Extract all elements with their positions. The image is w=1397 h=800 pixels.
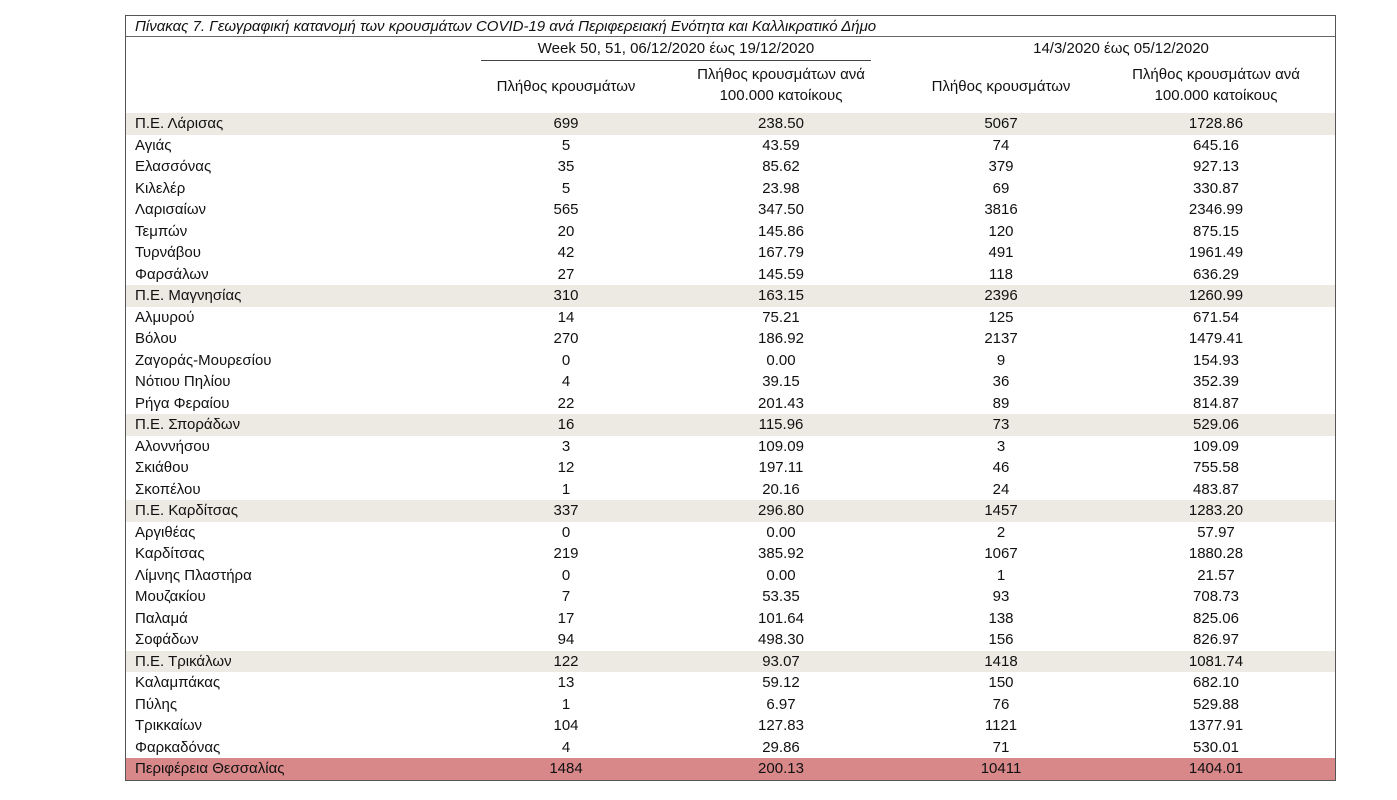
cumulative-rate-cell: 57.97 [1197, 523, 1235, 541]
recent-cases-cell: 565 [553, 201, 579, 218]
row-name: Τρικκαίων [135, 717, 203, 734]
cumulative-rate-cell: 755.58 [1193, 459, 1239, 476]
cumulative-rate-cell: 1961.49 [1188, 244, 1244, 261]
cumulative-cases-cell: 69 [992, 179, 1010, 197]
recent-cases-cell: 14 [557, 308, 575, 326]
municipality-row [126, 457, 1335, 479]
recent-rate-cell: 6.97 [766, 695, 796, 713]
cumulative-rate-cell: 154.93 [1193, 351, 1239, 369]
row-name: Π.Ε. Μαγνησίας [135, 287, 242, 304]
recent-rate-cell: 385.92 [758, 545, 804, 562]
recent-cases-cell: 0 [561, 523, 571, 541]
regional-unit-row [126, 651, 1335, 673]
column-header-row [126, 60, 1335, 113]
cumulative-rate-cell: 682.10 [1193, 674, 1239, 691]
regional-unit-row [126, 113, 1335, 135]
regional-unit-row [126, 285, 1335, 307]
municipality-row [126, 393, 1335, 415]
cumulative-rate-cell: 529.88 [1193, 695, 1239, 713]
cumulative-cases-cell: 3 [996, 437, 1006, 455]
municipality-row [126, 586, 1335, 608]
cumulative-cases-cell: 9 [996, 351, 1006, 369]
row-name: Αλοννήσου [135, 437, 210, 455]
municipality-row [126, 694, 1335, 716]
cumulative-cases-cell: 156 [988, 631, 1014, 648]
recent-rate-cell: 101.64 [758, 609, 804, 627]
row-name: Φαρκαδόνας [135, 738, 221, 756]
row-name: Λίμνης Πλαστήρα [135, 566, 252, 584]
row-name: Τεμπών [135, 222, 188, 240]
recent-rate-cell: 20.16 [762, 480, 800, 498]
recent-rate-cell: 75.21 [762, 308, 800, 326]
recent-rate-cell: 296.80 [758, 502, 804, 519]
period-header-row [126, 37, 1335, 60]
municipality-row [126, 156, 1335, 178]
cumulative-cases-cell: 1418 [984, 652, 1018, 670]
row-name: Π.Ε. Τρικάλων [135, 652, 232, 670]
cumulative-cases-cell: 71 [992, 738, 1010, 756]
recent-cases-cell: 94 [557, 631, 575, 648]
cumulative-cases-cell: 1 [996, 566, 1006, 584]
cumulative-rate-cell: 645.16 [1193, 136, 1239, 154]
row-name: Φαρσάλων [135, 265, 209, 283]
recent-cases-cell: 699 [553, 115, 579, 132]
recent-cases-cell: 20 [557, 222, 575, 240]
recent-cases-cell: 0 [561, 351, 571, 369]
cumulative-cases-cell: 36 [992, 373, 1010, 390]
cumulative-rate-cell: 1260.99 [1188, 287, 1244, 304]
recent-cases-cell: 35 [557, 158, 575, 175]
recent-rate-cell: 39.15 [762, 373, 800, 390]
row-name: Π.Ε. Λάρισας [135, 115, 224, 132]
recent-rate-cell: 0.00 [766, 351, 796, 369]
municipality-row [126, 629, 1335, 651]
cumulative-rate-cell: 814.87 [1193, 394, 1239, 412]
recent-cases-cell: 16 [557, 416, 575, 433]
cumulative-cases-cell: 24 [992, 480, 1010, 498]
cumulative-cases-cell: 120 [988, 222, 1014, 240]
row-name: Αργιθέας [135, 523, 196, 541]
recent-cases-cell: 4 [561, 373, 571, 390]
recent-rate-cell: 0.00 [766, 566, 796, 584]
cumulative-rate-cell: 483.87 [1193, 480, 1239, 498]
cumulative-cases-cell: 1121 [984, 717, 1018, 734]
municipality-row [126, 737, 1335, 759]
municipality-row [126, 543, 1335, 565]
row-name: Ελασσόνας [135, 158, 212, 175]
municipality-row [126, 221, 1335, 243]
recent-cases-cell: 27 [557, 265, 575, 283]
regional-unit-row [126, 500, 1335, 522]
cumulative-rate-cell: 1404.01 [1188, 760, 1244, 777]
regional-unit-row [126, 414, 1335, 436]
recent-rate-cell: 145.86 [758, 222, 804, 240]
cumulative-cases-cell: 150 [988, 674, 1014, 691]
cumulative-cases-cell: 76 [992, 695, 1010, 713]
col-recent-cases-header: Πλήθος κρουσμάτων [496, 78, 636, 95]
cumulative-rate-cell: 1081.74 [1188, 652, 1244, 670]
cumulative-rate-cell: 875.15 [1193, 222, 1239, 240]
recent-cases-cell: 5 [561, 136, 571, 154]
municipality-row [126, 608, 1335, 630]
cumulative-rate-cell: 109.09 [1193, 437, 1239, 455]
recent-rate-cell: 23.98 [762, 179, 800, 197]
recent-cases-cell: 219 [553, 545, 579, 562]
municipality-row [126, 565, 1335, 587]
municipality-row [126, 436, 1335, 458]
recent-rate-cell: 197.11 [758, 459, 804, 476]
cumulative-cases-cell: 1457 [984, 502, 1018, 519]
row-name: Βόλου [135, 330, 177, 347]
row-name: Ρήγα Φεραίου [135, 394, 230, 412]
row-name: Π.Ε. Σποράδων [135, 416, 241, 433]
municipality-row [126, 479, 1335, 501]
recent-cases-cell: 13 [557, 674, 575, 691]
cumulative-cases-cell: 379 [988, 158, 1014, 175]
recent-rate-cell: 127.83 [758, 717, 804, 734]
cumulative-cases-cell: 1067 [984, 545, 1018, 562]
row-name: Νότιου Πηλίου [135, 373, 231, 390]
recent-cases-cell: 1 [561, 480, 571, 498]
recent-rate-cell: 53.35 [762, 588, 800, 605]
cumulative-cases-cell: 46 [992, 459, 1010, 476]
table-caption: Πίνακας 7. Γεωγραφική κατανομή των κρουσμάτων COVID-19 ανά Περιφερειακή Ενότητα και Καλλικρατικό Δήμο [126, 16, 1335, 37]
col-recent-rate-line2: 100.000 κατοίκους [719, 87, 843, 104]
municipality-row [126, 350, 1335, 372]
cumulative-rate-cell: 825.06 [1193, 609, 1239, 627]
row-name: Σκοπέλου [135, 480, 201, 498]
recent-rate-cell: 85.62 [762, 158, 800, 175]
cumulative-cases-cell: 125 [988, 308, 1014, 326]
recent-cases-cell: 1 [561, 695, 571, 713]
municipality-row [126, 715, 1335, 737]
cumulative-rate-cell: 529.06 [1193, 416, 1239, 433]
cumulative-rate-cell: 636.29 [1193, 265, 1239, 283]
recent-rate-cell: 201.43 [758, 394, 804, 412]
municipality-row [126, 242, 1335, 264]
cumulative-rate-cell: 352.39 [1193, 373, 1239, 390]
recent-rate-cell: 59.12 [762, 674, 800, 691]
cumulative-cases-cell: 2137 [984, 330, 1018, 347]
cumulative-cases-cell: 93 [992, 588, 1010, 605]
recent-rate-cell: 93.07 [762, 652, 800, 670]
recent-rate-cell: 145.59 [758, 265, 804, 283]
recent-rate-cell: 109.09 [758, 437, 804, 455]
period-cumulative-header: 14/3/2020 έως 05/12/2020 [1033, 40, 1209, 57]
municipality-row [126, 371, 1335, 393]
cumulative-cases-cell: 2 [996, 523, 1006, 541]
recent-rate-cell: 29.86 [762, 738, 800, 756]
cumulative-cases-cell: 118 [989, 265, 1013, 283]
cumulative-cases-cell: 73 [992, 416, 1010, 433]
recent-rate-cell: 0.00 [766, 523, 796, 541]
cumulative-cases-cell: 10411 [980, 760, 1022, 777]
cumulative-rate-cell: 671.54 [1193, 308, 1239, 326]
row-name: Σοφάδων [135, 631, 199, 648]
cumulative-rate-cell: 826.97 [1193, 631, 1239, 648]
municipality-row [126, 307, 1335, 329]
row-name: Τυρνάβου [135, 244, 201, 261]
row-name: Πύλης [135, 695, 178, 713]
col-recent-rate-line1: Πλήθος κρουσμάτων ανά [697, 66, 865, 83]
recent-rate-cell: 163.15 [758, 287, 804, 304]
recent-cases-cell: 270 [553, 330, 579, 347]
recent-rate-cell: 43.59 [762, 136, 800, 154]
cumulative-rate-cell: 1283.20 [1188, 502, 1244, 519]
recent-rate-cell: 498.30 [758, 631, 804, 648]
col-cumulative-rate-header [1096, 64, 1336, 106]
row-name: Περιφέρεια Θεσσαλίας [135, 760, 285, 777]
recent-rate-cell: 115.96 [758, 416, 804, 433]
recent-cases-cell: 3 [561, 437, 571, 455]
row-name: Καλαμπάκας [135, 674, 221, 691]
recent-cases-cell: 0 [561, 566, 571, 584]
recent-rate-cell: 186.92 [758, 330, 804, 347]
cumulative-rate-cell: 530.01 [1193, 738, 1239, 756]
recent-rate-cell: 167.79 [758, 244, 804, 261]
recent-cases-cell: 337 [553, 502, 579, 519]
cumulative-rate-cell: 708.73 [1193, 588, 1239, 605]
recent-cases-cell: 42 [557, 244, 575, 261]
municipality-row [126, 178, 1335, 200]
row-name: Μουζακίου [135, 588, 206, 605]
row-name: Σκιάθου [135, 459, 189, 476]
recent-cases-cell: 122 [553, 652, 579, 670]
cumulative-cases-cell: 5067 [984, 115, 1018, 132]
recent-cases-cell: 1484 [549, 760, 583, 777]
cumulative-rate-cell: 1728.86 [1188, 115, 1244, 132]
cumulative-rate-cell: 1377.91 [1188, 717, 1244, 734]
recent-rate-cell: 347.50 [758, 201, 804, 218]
table-body [126, 113, 1335, 780]
municipality-row [126, 522, 1335, 544]
row-name: Ζαγοράς-Μουρεσίου [135, 351, 272, 369]
cumulative-rate-cell: 330.87 [1193, 179, 1239, 197]
recent-cases-cell: 4 [561, 738, 571, 756]
row-name: Π.Ε. Καρδίτσας [135, 502, 238, 519]
cumulative-rate-cell: 2346.99 [1188, 201, 1244, 218]
recent-cases-cell: 5 [561, 179, 571, 197]
col-cumulative-rate-line1: Πλήθος κρουσμάτων ανά [1132, 66, 1300, 83]
col-recent-rate-header [656, 64, 906, 106]
cumulative-rate-cell: 1479.41 [1188, 330, 1244, 347]
cumulative-cases-cell: 3816 [984, 201, 1018, 218]
period-recent-header: Week 50, 51, 06/12/2020 έως 19/12/2020 [481, 37, 871, 61]
row-name: Κιλελέρ [135, 179, 186, 197]
recent-cases-cell: 310 [553, 287, 579, 304]
cumulative-cases-cell: 74 [992, 136, 1010, 154]
cumulative-cases-cell: 491 [988, 244, 1014, 261]
cumulative-cases-cell: 89 [992, 394, 1010, 412]
covid-cases-table [125, 15, 1336, 781]
row-name: Καρδίτσας [135, 545, 205, 562]
recent-cases-cell: 17 [557, 609, 575, 627]
row-name: Αγιάς [135, 136, 172, 154]
col-cumulative-rate-line2: 100.000 κατοίκους [1154, 87, 1278, 104]
recent-rate-cell: 238.50 [758, 115, 804, 132]
recent-cases-cell: 104 [553, 717, 579, 734]
row-name: Παλαμά [135, 609, 188, 627]
row-name: Αλμυρού [135, 308, 195, 326]
municipality-row [126, 328, 1335, 350]
cumulative-cases-cell: 138 [988, 609, 1014, 627]
cumulative-cases-cell: 2396 [984, 287, 1018, 304]
cumulative-rate-cell: 927.13 [1193, 158, 1239, 175]
municipality-row [126, 264, 1335, 286]
municipality-row [126, 672, 1335, 694]
cumulative-rate-cell: 1880.28 [1188, 545, 1244, 562]
recent-rate-cell: 200.13 [758, 760, 804, 777]
col-cumulative-cases-header: Πλήθος κρουσμάτων [931, 78, 1071, 95]
region-total-row [126, 758, 1335, 780]
row-name: Λαρισαίων [135, 201, 207, 218]
municipality-row [126, 135, 1335, 157]
recent-cases-cell: 22 [557, 394, 575, 412]
municipality-row [126, 199, 1335, 221]
recent-cases-cell: 12 [557, 459, 575, 476]
recent-cases-cell: 7 [561, 588, 571, 605]
cumulative-rate-cell: 21.57 [1197, 566, 1235, 584]
